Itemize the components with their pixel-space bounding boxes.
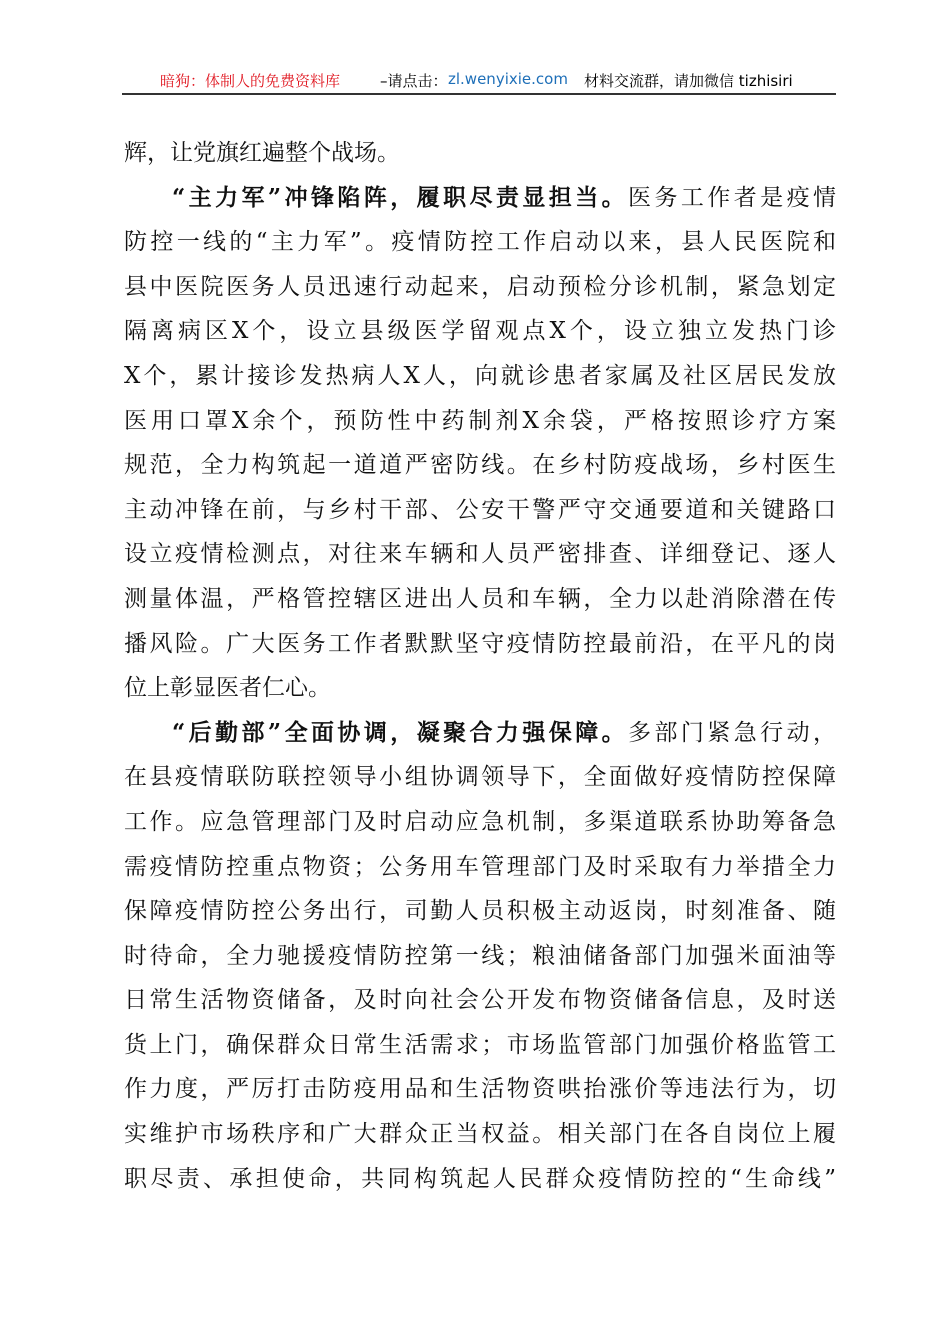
line-text: 需疫情防控重点物资；公务用车管理部门及时采取有力举措全力 (124, 853, 836, 880)
header-contact: 材料交流群，请加微信 tizhisiri (584, 72, 793, 90)
header-link[interactable]: zl.wenyixie.com (448, 70, 568, 88)
text-line (124, 622, 836, 667)
text-line (124, 1023, 836, 1068)
text-line (124, 889, 836, 934)
line-text: 货上门，确保群众日常生活需求；市场监管部门加强价格监管工 (124, 1031, 836, 1058)
header-prompt: –请点击： (380, 72, 448, 90)
text-line (124, 176, 836, 221)
document-body (124, 131, 836, 1201)
page-header (122, 68, 836, 92)
line-text: 在县疫情联防联控领导小组协调领导下，全面做好疫情防控保障 (124, 764, 836, 791)
line-text: 职尽责、承担使命，共同构筑起人民群众疫情防控的“生命线” (124, 1165, 836, 1192)
line-text: 测量体温，严格管控辖区进出人员和车辆，全力以赴消除潜在传 (124, 585, 836, 612)
header-brand: 暗狗：体制人的免费资料库 (160, 72, 341, 90)
line-text: 播风险。广大医务工作者默默坚守疫情防控最前沿，在平凡的岗 (124, 630, 836, 657)
text-line (124, 1112, 836, 1157)
text-line (124, 1067, 836, 1112)
line-text: 时待命，全力驰援疫情防控第一线；粮油储备部门加强米面油等 (124, 942, 836, 969)
line-text: 实维护市场秩序和广大群众正当权益。相关部门在各自岗位上履 (124, 1121, 836, 1148)
paragraph-lead: “主力军”冲锋陷阵，履职尽责显担当。 (172, 183, 629, 211)
line-text: 隔离病区X个，设立县级医学留观点X个，设立独立发热门诊 (124, 318, 836, 345)
line-text: 日常生活物资储备，及时向社会公开发布物资储备信息，及时送 (124, 987, 836, 1014)
line-text: 主动冲锋在前，与乡村干部、公安干警严守交通要道和关键路口 (124, 496, 836, 523)
line-text: 县中医院医务人员迅速行动起来，启动预检分诊机制，紧急划定 (124, 273, 836, 300)
line-text: 工作。应急管理部门及时启动应急机制，多渠道联系协助筹备急 (124, 808, 836, 835)
line-text: 医务工作者是疫情 (628, 184, 836, 211)
text-line (124, 1157, 836, 1202)
line-text: 防控一线的“主力军”。疫情防控工作启动以来，县人民医院和 (124, 229, 836, 256)
line-text: 设立疫情检测点，对往来车辆和人员严密排查、详细登记、逐人 (124, 541, 836, 568)
text-line (124, 354, 836, 399)
header-divider (122, 93, 836, 95)
text-line (124, 443, 836, 488)
line-text: 位上彰显医者仁心。 (124, 675, 331, 702)
paragraph-lead: “后勤部”全面协调，凝聚合力强保障。 (172, 718, 629, 746)
text-line (124, 220, 836, 265)
line-text: 医用口罩X余个，预防性中药制剂X余袋，严格按照诊疗方案 (124, 407, 836, 434)
line-text: 多部门紧急行动， (628, 719, 836, 746)
line-text: X个，累计接诊发热病人X人，向就诊患者家属及社区居民发放 (124, 362, 836, 389)
text-line (124, 577, 836, 622)
text-line (124, 532, 836, 577)
text-line (124, 755, 836, 800)
text-line (124, 666, 836, 711)
text-line (124, 845, 836, 890)
line-text: 辉，让党旗红遍整个战场。 (124, 140, 400, 166)
text-line (124, 309, 836, 354)
text-line (124, 265, 836, 310)
text-line (124, 131, 836, 176)
text-line (124, 711, 836, 756)
text-line (124, 399, 836, 444)
line-text: 保障疫情防控公务出行，司勤人员积极主动返岗，时刻准备、随 (124, 898, 836, 925)
text-line (124, 934, 836, 979)
text-line (124, 978, 836, 1023)
text-line (124, 800, 836, 845)
line-text: 规范，全力构筑起一道道严密防线。在乡村防疫战场，乡村医生 (124, 452, 836, 479)
line-text: 作力度，严厉打击防疫用品和生活物资哄抬涨价等违法行为，切 (124, 1076, 836, 1103)
text-line (124, 488, 836, 533)
